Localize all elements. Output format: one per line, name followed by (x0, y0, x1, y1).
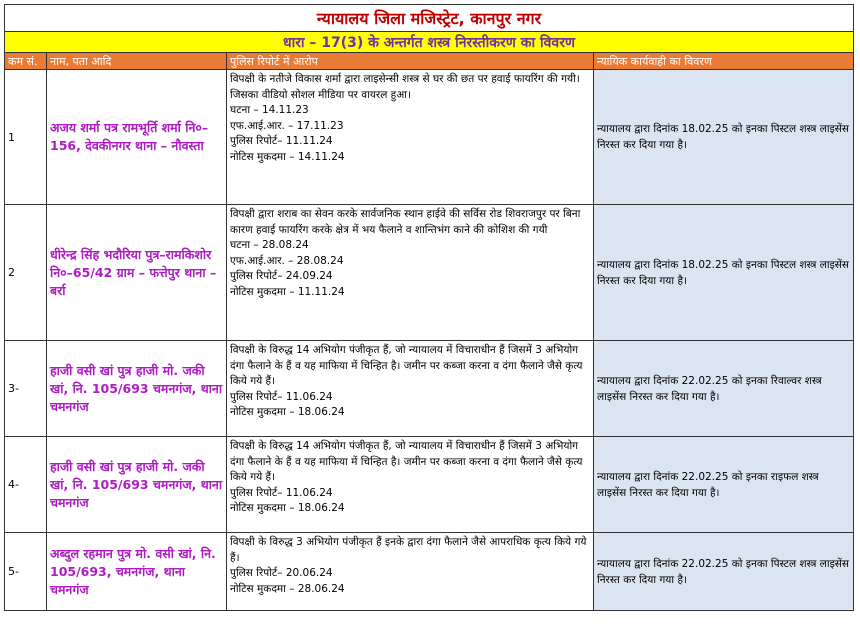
column-header: नाम, पता आदि (47, 53, 227, 70)
serial-number: 5- (5, 533, 47, 611)
event-date: पुलिस रिपोर्ट– 20.06.24 (230, 567, 333, 579)
person-name-address: हाजी वसी खां पुत्र हाजी मो. जकी खां, नि. 105/693 चमनगंज, थाना चमनगंज (47, 437, 227, 533)
serial-number: 2 (5, 205, 47, 341)
police-report-allegation (227, 205, 594, 341)
event-date: नोटिस मुकदमा – 14.11.24 (230, 150, 345, 163)
document (4, 4, 853, 611)
police-report-allegation (227, 437, 594, 533)
header-row (5, 53, 854, 70)
column-header: कम सं. (5, 53, 47, 70)
serial-number: 1 (5, 70, 47, 205)
column-header: न्यायिक कार्यवाही का विवरण (594, 53, 854, 70)
event-date: पुलिस रिपोर्ट– 11.11.24 (230, 135, 333, 147)
allegation-text: विपक्षी द्वारा शराब का सेवन करके सार्वजनिक स्थान हाईवे की सर्विस रोड शिवराजपुर पर बिना कारण हवाई फायरिंग करके क्षेत्र में भय फैलाने व शान्तिभंग काने की कोशिश की गयी (230, 208, 581, 236)
table-row (5, 341, 854, 437)
event-date: घटना – 14.11.23 (230, 104, 309, 116)
column-header: पुलिस रिपोर्ट में आरोप (227, 53, 594, 70)
police-report-allegation (227, 341, 594, 437)
event-date: नोटिस मुकदमा – 18.06.24 (230, 502, 345, 514)
revocation-table (4, 4, 854, 611)
judicial-action: न्यायालय द्वारा दिनांक 18.02.25 को इनका पिस्टल शस्त्र लाइसेंस निरस्त कर दिया गया है। (594, 70, 854, 205)
police-report-allegation (227, 533, 594, 611)
table-row (5, 437, 854, 533)
person-name-address: हाजी वसी खां पुत्र हाजी मो. जकी खां, नि. 105/693 चमनगंज, थाना चमनगंज (47, 341, 227, 437)
police-report-allegation (227, 70, 594, 205)
person-name-address: धीरेन्द्र सिंह भदौरिया पुत्र–रामकिशोर नि०–65/42 ग्राम – फत्तेपुर थाना – बर्रा (47, 205, 227, 341)
page-subtitle: धारा – 17(3) के अन्तर्गत शस्त्र निरस्तीकरण का विवरण (5, 32, 854, 53)
judicial-action: न्यायालय द्वारा दिनांक 22.02.25 को इनका राइफल शस्त्र लाइसेंस निरस्त कर दिया गया है। (594, 437, 854, 533)
event-date: नोटिस मुकदमा – 11.11.24 (230, 285, 345, 298)
event-date: नोटिस मुकदमा – 18.06.24 (230, 406, 345, 418)
page-title: न्यायालय जिला मजिस्ट्रेट, कानपुर नगर (5, 5, 854, 32)
allegation-text: विपक्षी के विरुद्ध 3 अभियोग पंजीकृत हैं इनके द्वारा दंगा फैलाने जैसे आपराधिक कृत्य किये गये हैं। (230, 536, 587, 564)
event-date: पुलिस रिपोर्ट– 11.06.24 (230, 390, 333, 403)
allegation-text: विपक्षी के विरुद्ध 14 अभियोग पंजीकृत हैं, जो न्यायालय में विचाराधीन हैं जिसमें 3 अभियोग दंगा फैलाने के हैं व यह माफिया में चिन्हित है। जमीन पर कब्जा करना व दंगा फैलाने जैसे कृत्य किये गये हैं। (230, 440, 583, 483)
judicial-action: न्यायालय द्वारा दिनांक 22.02.25 को इनका पिस्टल शस्त्र लाइसेंस निरस्त कर दिया गया है। (594, 533, 854, 611)
event-date: एफ.आई.आर. – 28.08.24 (230, 254, 344, 267)
event-date: घटना – 28.08.24 (230, 239, 309, 251)
allegation-text: विपक्षी के नतीजे विकास शर्मा द्वारा लाइसेन्सी शस्त्र से घर की छत पर हवाई फायरिंग की गयी। जिसका वीडियो सोशल मीडिया पर वायरल हुआ। (230, 73, 580, 101)
serial-number: 3- (5, 341, 47, 437)
event-date: पुलिस रिपोर्ट– 11.06.24 (230, 486, 333, 499)
table-row (5, 533, 854, 611)
judicial-action: न्यायालय द्वारा दिनांक 18.02.25 को इनका पिस्टल शस्त्र लाइसेंस निरस्त कर दिया गया है। (594, 205, 854, 341)
person-name-address: अजय शर्मा पत्र रामभूर्ति शर्मा नि०–156, देवकीनगर थाना – नौवस्ता (47, 70, 227, 205)
table-row (5, 70, 854, 205)
serial-number: 4- (5, 437, 47, 533)
event-date: एफ.आई.आर. – 17.11.23 (230, 119, 344, 132)
judicial-action: न्यायालय द्वारा दिनांक 22.02.25 को इनका रिवाल्वर शस्त्र लाइसेंस निरस्त कर दिया गया है। (594, 341, 854, 437)
table-row (5, 205, 854, 341)
person-name-address: अब्दुल रहमान पुत्र मो. वसी खां, नि. 105/693, चमनगंज, थाना चमनगंज (47, 533, 227, 611)
event-date: नोटिस मुकदमा – 28.06.24 (230, 582, 345, 595)
event-date: पुलिस रिपोर्ट– 24.09.24 (230, 270, 333, 282)
allegation-text: विपक्षी के विरुद्ध 14 अभियोग पंजीकृत हैं, जो न्यायालय में विचाराधीन हैं जिसमें 3 अभियोग दंगा फैलाने के हैं व यह माफिया में चिन्हित है। जमीन पर कब्जा करना व दंगा फैलाने जैसे कृत्य किये गये हैं। (230, 344, 583, 387)
